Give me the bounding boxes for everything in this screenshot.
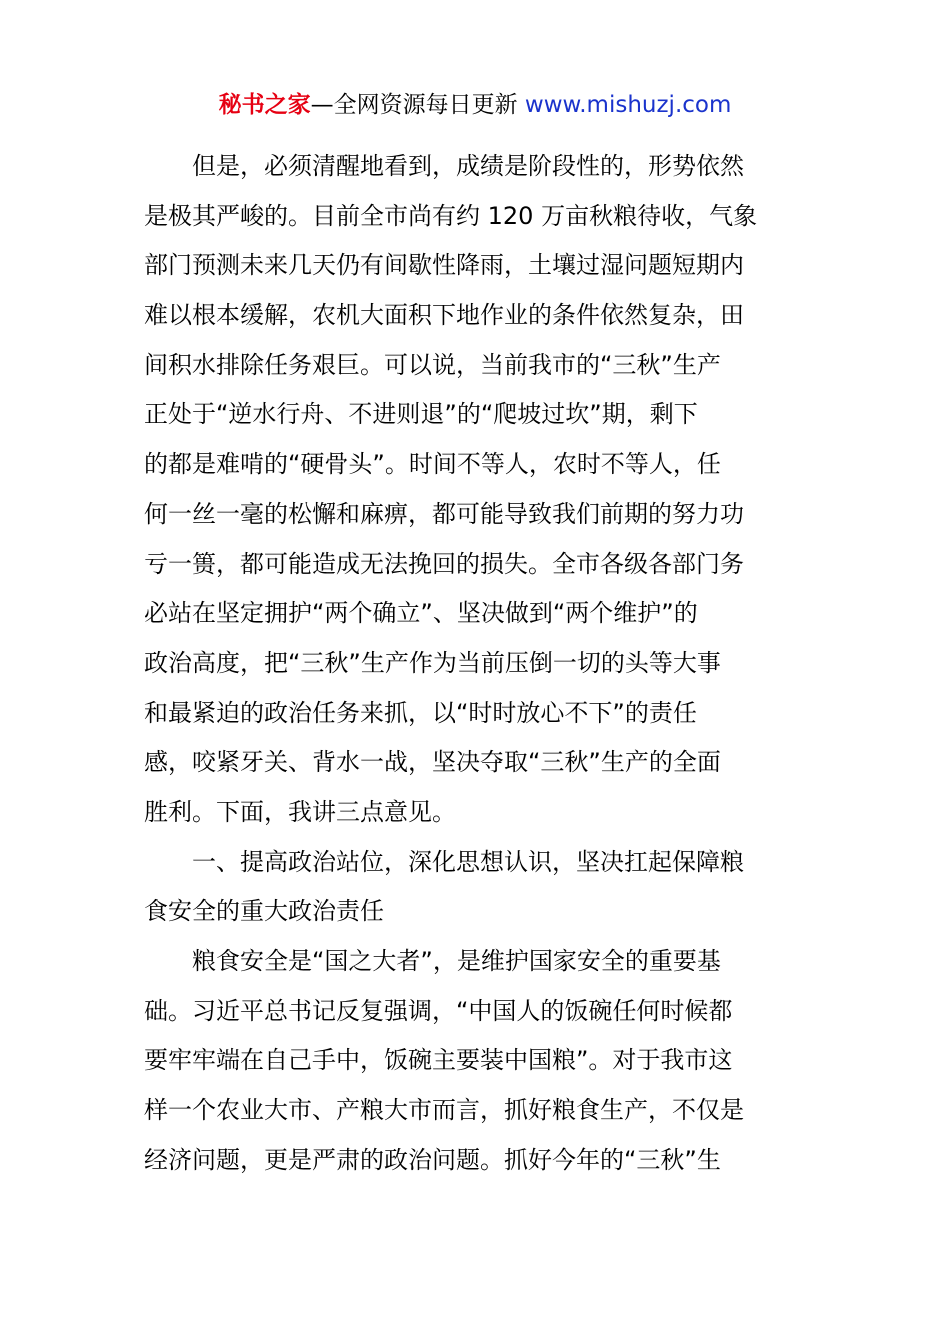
paragraph-1-line-13: 感，咬紧牙关、背水一战，坚决夺取“三秋”生产的全面	[144, 748, 721, 777]
paragraph-2-line-1: 粮食安全是“国之大者”，是维护国家安全的重要基	[192, 947, 721, 975]
paragraph-1-line-12: 和最紧迫的政治任务来抓，以“时时放心不下”的责任	[144, 698, 697, 727]
paragraph-1-line-10: 必站在坚定拥护“两个确立”、坚决做到“两个维护”的	[144, 599, 698, 628]
header-separator: —	[310, 92, 334, 118]
paragraph-2-line-2: 础。习近平总书记反复强调，“中国人的饭碗任何时候都	[144, 996, 733, 1025]
paragraph-1-line-5: 间积水排除任务艰巨。可以说，当前我市的“三秋”生产	[144, 350, 721, 379]
paragraph-2-line-5: 经济问题，更是严肃的政治问题。抓好今年的“三秋”生	[144, 1145, 721, 1174]
paragraph-2-line-3: 要牢牢端在自己手中，饭碗主要装中国粮”。对于我市这	[144, 1046, 733, 1075]
paragraph-2-line-4: 样一个农业大市、产粮大市而言，抓好粮食生产，不仅是	[144, 1096, 744, 1125]
page-header	[0, 88, 950, 122]
paragraph-1-line-3: 部门预测未来几天仍有间歇性降雨，土壤过湿问题短期内	[144, 251, 744, 280]
paragraph-1-line-14: 胜利。下面，我讲三点意见。	[144, 797, 456, 826]
document-body	[144, 142, 808, 1185]
paragraph-1-line-6: 正处于“逆水行舟、不进则退”的“爬坡过坎”期，剩下	[144, 400, 698, 429]
header-tagline: 全网资源每日更新	[333, 92, 525, 118]
paragraph-1-line-7: 的都是难啃的“硬骨头”。时间不等人，农时不等人，任	[144, 450, 721, 479]
paragraph-1-line-8: 何一丝一毫的松懈和麻痹，都可能导致我们前期的努力功	[144, 499, 744, 528]
section-heading-line-1: 一、提高政治站位，深化思想认识，坚决扛起保障粮	[192, 847, 744, 876]
paragraph-1-line-11: 政治高度，把“三秋”生产作为当前压倒一切的头等大事	[144, 648, 721, 677]
paragraph-1-line-1: 但是，必须清醒地看到，成绩是阶段性的，形势依然	[192, 152, 744, 180]
paragraph-1-line-2: 是极其严峻的。目前全市尚有约 120 万亩秋粮待收，气象	[144, 201, 758, 230]
brand-name: 秘书之家	[218, 92, 311, 118]
paragraph-1-line-9: 亏一篑，都可能造成无法挽回的损失。全市各级各部门务	[144, 549, 744, 578]
site-url-link[interactable]: www.mishuzj.com	[524, 92, 732, 118]
paragraph-1-line-4: 难以根本缓解，农机大面积下地作业的条件依然复杂，田	[144, 301, 744, 330]
section-heading-line-2: 食安全的重大政治责任	[144, 897, 384, 926]
